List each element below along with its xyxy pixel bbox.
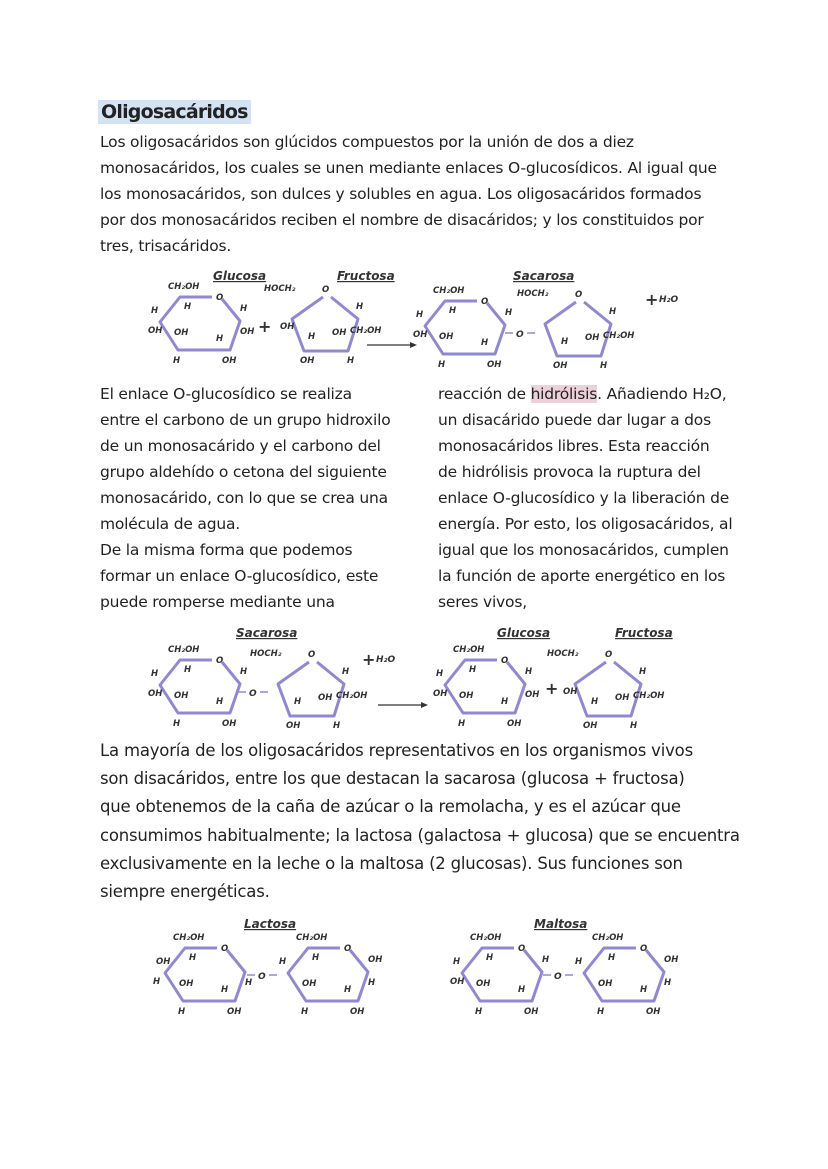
atom-label: OH	[368, 955, 383, 965]
atom-label: H	[449, 306, 457, 316]
atom-label: H	[245, 978, 253, 988]
left-line: El enlace O-glucosídico se realiza	[100, 385, 352, 403]
atom-label: OH	[300, 356, 315, 366]
atom-label: H	[308, 332, 316, 342]
atom-label: H	[153, 977, 161, 987]
furanose-ring	[545, 302, 611, 356]
atom-label: OH	[156, 957, 171, 967]
water-label: H₂O	[376, 655, 396, 665]
atom-label: H	[279, 957, 287, 967]
atom-label: OH	[280, 322, 295, 332]
fructose-molecule	[547, 649, 664, 731]
atom-label: H	[333, 721, 341, 731]
atom-label: CH₂OH	[433, 286, 465, 296]
glycosidic-oxygen: O	[258, 972, 266, 982]
para-line: siempre energéticas.	[100, 882, 270, 901]
atom-label: H	[640, 985, 648, 995]
hexose-ring	[160, 297, 240, 350]
hexose-ring	[160, 660, 240, 713]
atom-label: CH₂OH	[453, 645, 485, 655]
right-line: enlace O-glucosídico y la liberación de	[438, 489, 730, 507]
atom-label: H	[525, 667, 533, 677]
left-line: formar un enlace O-glucosídico, este	[100, 567, 379, 585]
atom-label: H	[240, 304, 248, 314]
molecule-name: Sacarosa	[513, 269, 575, 283]
right-line: monosacáridos libres. Esta reacción	[438, 437, 710, 455]
atom-label: OH	[227, 1007, 242, 1017]
atom-label: OH	[222, 356, 237, 366]
atom-label: H	[639, 667, 647, 677]
atom-label: O	[481, 297, 489, 307]
atom-label: HOCH₂	[250, 649, 282, 659]
atom-label: OH	[563, 687, 578, 697]
atom-label: O	[605, 650, 613, 660]
text: . Añadiendo H₂O,	[597, 385, 727, 403]
left-line: molécula de agua.	[100, 515, 240, 533]
glucose-unit	[450, 933, 549, 1017]
atom-label: OH	[302, 979, 317, 989]
atom-label: H	[312, 953, 320, 963]
atom-label: CH₂OH	[173, 933, 205, 943]
atom-label: OH	[148, 689, 163, 699]
intro-line: Los oligosacáridos son glúcidos compuestos por la unión de dos a diez	[100, 133, 634, 151]
glucose-molecule	[433, 645, 539, 729]
sucrose-fructose-unit	[250, 649, 367, 731]
plus-sign: +	[362, 650, 376, 669]
atom-label: HOCH₂	[517, 289, 549, 299]
section-title: Oligosacáridos	[98, 100, 251, 124]
atom-label: OH	[222, 719, 237, 729]
atom-label: H	[575, 957, 583, 967]
atom-label: CH₂OH	[350, 326, 382, 336]
atom-label: OH	[525, 690, 540, 700]
arrow-head-icon	[421, 702, 428, 708]
glucose-molecule	[148, 282, 254, 366]
atom-label: H	[475, 1007, 483, 1017]
right-line: igual que los monosacáridos, cumplen	[438, 541, 729, 559]
arrow-head-icon	[410, 342, 417, 348]
atom-label: O	[575, 290, 583, 300]
galactose-unit	[153, 933, 252, 1017]
atom-label: H	[591, 697, 599, 707]
molecule-name: Lactosa	[244, 917, 297, 931]
right-line: seres vivos,	[438, 593, 527, 611]
atom-label: H	[518, 985, 526, 995]
hexose-ring	[165, 948, 245, 1001]
atom-label: OH	[318, 693, 333, 703]
atom-label: H	[368, 978, 376, 988]
atom-label: O	[308, 650, 316, 660]
molecule-name: Glucosa	[497, 626, 551, 640]
hexose-ring	[445, 660, 525, 713]
atom-label: H	[608, 953, 616, 963]
plus-sign: +	[645, 290, 659, 309]
atom-label: H	[301, 1007, 309, 1017]
glucose-unit	[575, 933, 678, 1017]
right-line: de hidrólisis provoca la ruptura del	[438, 463, 701, 481]
atom-label: H	[151, 306, 159, 316]
hexose-ring	[288, 948, 368, 1001]
atom-label: CH₂OH	[168, 645, 200, 655]
molecule-name: Fructosa	[615, 626, 673, 640]
atom-label: H	[561, 337, 569, 347]
atom-label: OH	[507, 719, 522, 729]
atom-label: H	[173, 719, 181, 729]
atom-label: HOCH₂	[264, 284, 296, 294]
atom-label: H	[481, 338, 489, 348]
atom-label: H	[501, 697, 509, 707]
atom-label: H	[486, 953, 494, 963]
atom-label: O	[216, 656, 224, 666]
para-line: exclusivamente en la leche o la maltosa (2 glucosas). Sus funciones son	[100, 854, 683, 873]
atom-label: H	[438, 360, 446, 370]
atom-label: OH	[174, 328, 189, 338]
atom-label: CH₂OH	[633, 691, 665, 701]
plus-sign: +	[258, 317, 272, 336]
atom-label: H	[664, 978, 672, 988]
atom-label: O	[216, 293, 224, 303]
para-line: que obtenemos de la caña de azúcar o la remolacha, y es el azúcar que	[100, 797, 681, 816]
atom-label: OH	[439, 332, 454, 342]
para-line: La mayoría de los oligosacáridos representativos en los organismos vivos	[100, 741, 693, 760]
atom-label: H	[342, 667, 350, 677]
atom-label: O	[322, 285, 330, 295]
atom-label: OH	[553, 361, 568, 371]
atom-label: H	[453, 957, 461, 967]
atom-label: O	[501, 656, 509, 666]
atom-label: OH	[332, 328, 347, 338]
atom-label: O	[344, 944, 352, 954]
molecule-name: Fructosa	[337, 269, 395, 283]
atom-label: O	[640, 944, 648, 954]
atom-label: H	[216, 334, 224, 344]
glycosidic-oxygen: O	[516, 330, 524, 340]
atom-label: H	[344, 985, 352, 995]
left-line: De la misma forma que podemos	[100, 541, 353, 559]
atom-label: CH₂OH	[470, 933, 502, 943]
atom-label: CH₂OH	[296, 933, 328, 943]
atom-label: OH	[487, 360, 502, 370]
atom-label: CH₂OH	[168, 282, 200, 292]
atom-label: OH	[598, 979, 613, 989]
left-line: entre el carbono de un grupo hidroxilo	[100, 411, 391, 429]
atom-label: OH	[148, 326, 163, 336]
atom-label: OH	[413, 330, 428, 340]
atom-label: CH₂OH	[336, 691, 368, 701]
atom-label: OH	[524, 1007, 539, 1017]
atom-label: H	[178, 1007, 186, 1017]
atom-label: OH	[450, 977, 465, 987]
glycosidic-oxygen: O	[554, 972, 562, 982]
atom-label: H	[184, 665, 192, 675]
highlighted-term: hidrólisis	[530, 385, 598, 403]
atom-label: O	[221, 944, 229, 954]
atom-label: H	[630, 721, 638, 731]
hexose-ring	[584, 948, 664, 1001]
molecule-name: Sacarosa	[236, 626, 298, 640]
left-line: puede romperse mediante una	[100, 593, 335, 611]
para-line: son disacáridos, entre los que destacan la sacarosa (glucosa + fructosa)	[100, 769, 685, 788]
hexose-ring	[462, 948, 542, 1001]
atom-label: H	[436, 669, 444, 679]
intro-line: tres, trisacáridos.	[100, 237, 232, 255]
left-line: monosacárido, con lo que se crea una	[100, 489, 388, 507]
atom-label: H	[600, 361, 608, 371]
atom-label: OH	[664, 955, 679, 965]
right-line: un disacárido puede dar lugar a dos	[438, 411, 711, 429]
right-line: la función de aporte energético en los	[438, 567, 726, 585]
atom-label: H	[505, 308, 513, 318]
para-line: consumimos habitualmente; la lactosa (galactosa + glucosa) que se encuentra	[100, 826, 740, 845]
atom-label: H	[609, 307, 617, 317]
atom-label: H	[356, 302, 364, 312]
atom-label: H	[184, 302, 192, 312]
atom-label: H	[294, 697, 302, 707]
intro-line: por dos monosacáridos reciben el nombre de disacáridos; y los constituidos por	[100, 211, 704, 229]
atom-label: H	[151, 669, 159, 679]
atom-label: OH	[433, 689, 448, 699]
water-label: H₂O	[659, 295, 679, 305]
atom-label: H	[221, 985, 229, 995]
atom-label: CH₂OH	[592, 933, 624, 943]
molecule-name: Glucosa	[213, 269, 267, 283]
sucrose-glucose-unit	[148, 645, 247, 729]
atom-label: CH₂OH	[603, 331, 635, 341]
plus-sign: +	[545, 679, 559, 698]
right-line: energía. Por esto, los oligosacáridos, al	[438, 515, 733, 533]
intro-line: monosacáridos, los cuales se unen mediante enlaces O-glucosídicos. Al igual que	[100, 159, 717, 177]
atom-label: OH	[286, 721, 301, 731]
atom-label: OH	[585, 333, 600, 343]
atom-label: OH	[583, 721, 598, 731]
atom-label: OH	[179, 979, 194, 989]
atom-label: OH	[350, 1007, 365, 1017]
atom-label: H	[416, 310, 424, 320]
text: reacción de	[438, 385, 531, 403]
atom-label: OH	[476, 979, 491, 989]
atom-label: OH	[174, 691, 189, 701]
left-line: grupo aldehído o cetona del siguiente	[100, 463, 387, 481]
atom-label: OH	[459, 691, 474, 701]
hexose-ring	[425, 301, 505, 354]
atom-label: H	[173, 356, 181, 366]
atom-label: OH	[646, 1007, 661, 1017]
atom-label: H	[240, 667, 248, 677]
sucrose-fructose-unit	[517, 289, 634, 371]
atom-label: HOCH₂	[547, 649, 579, 659]
atom-label: H	[469, 665, 477, 675]
molecule-name: Maltosa	[534, 917, 588, 931]
glucose-unit	[279, 933, 382, 1017]
furanose-ring	[575, 662, 641, 716]
atom-label: O	[518, 944, 526, 954]
sucrose-glucose-unit	[413, 286, 512, 370]
atom-label: H	[458, 719, 466, 729]
left-line: de un monosacárido y el carbono del	[100, 437, 381, 455]
glycosidic-oxygen: O	[249, 689, 257, 699]
atom-label: H	[216, 697, 224, 707]
intro-line: los monosacáridos, son dulces y solubles en agua. Los oligosacáridos formados	[100, 185, 702, 203]
fructose-molecule	[264, 284, 381, 366]
atom-label: H	[189, 953, 197, 963]
furanose-ring	[278, 662, 344, 716]
atom-label: OH	[615, 693, 630, 703]
atom-label: OH	[240, 327, 255, 337]
atom-label: H	[542, 955, 550, 965]
atom-label: H	[597, 1007, 605, 1017]
furanose-ring	[292, 297, 358, 351]
atom-label: H	[347, 356, 355, 366]
